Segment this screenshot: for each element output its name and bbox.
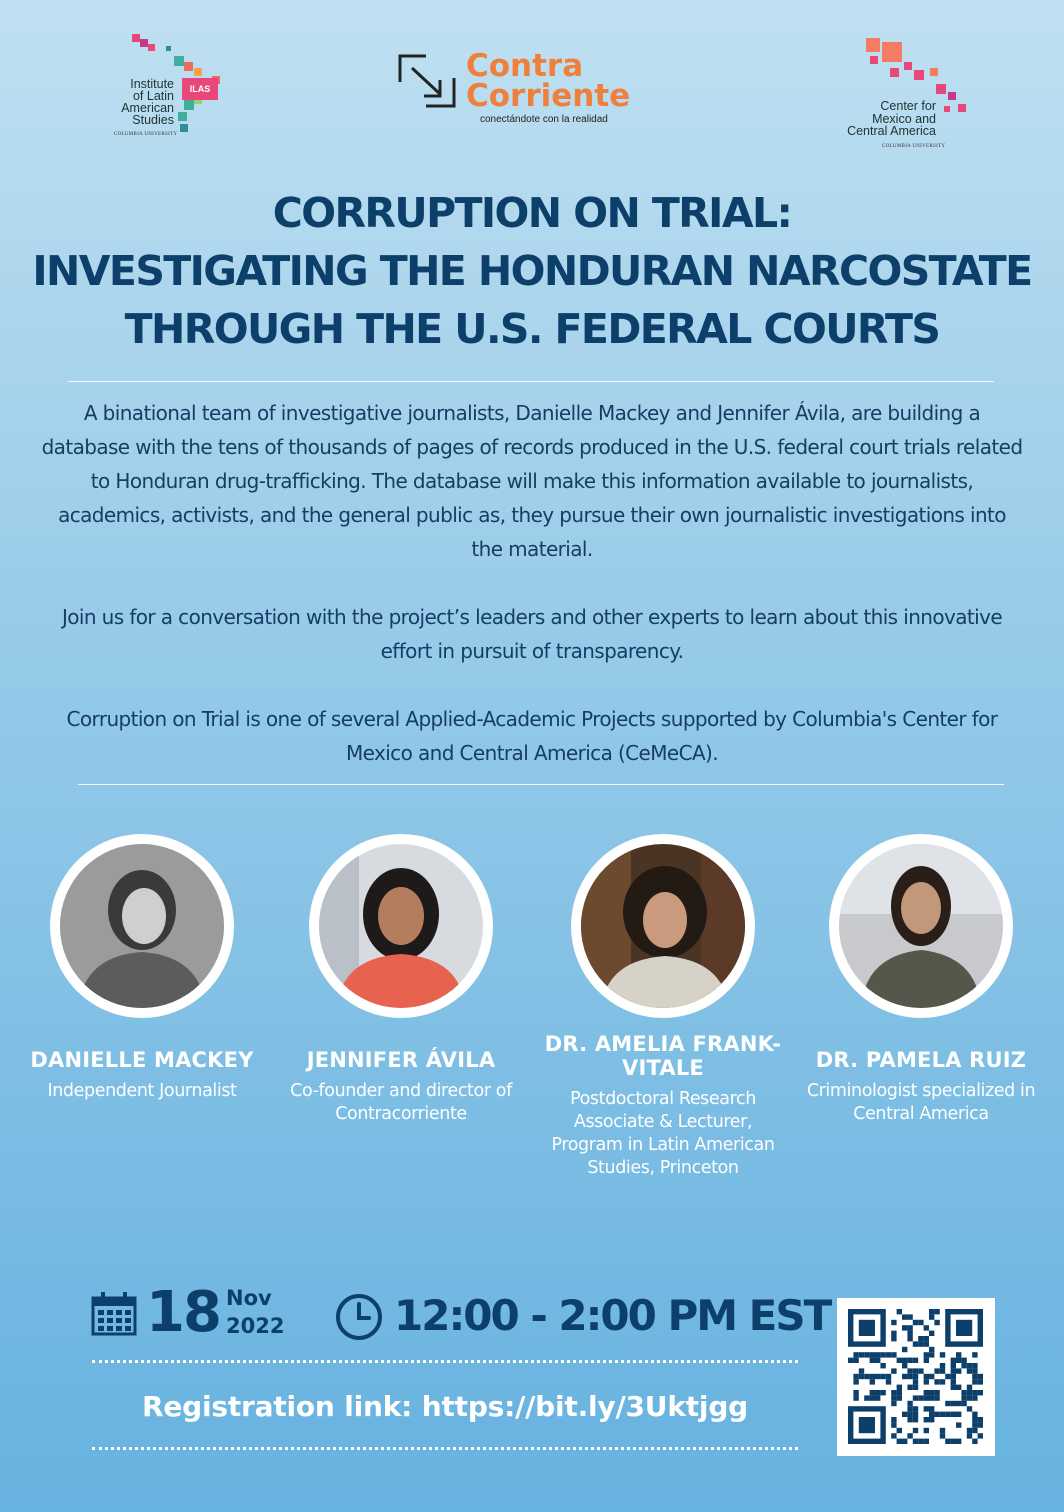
contracorriente-word-1: Contra	[466, 48, 584, 84]
avatar	[60, 844, 224, 1008]
event-time: 12:00 - 2:00 PM EST	[394, 1291, 831, 1340]
description-paragraph-3: Corruption on Trial is one of several Applied-Academic Projects supported by Columbia's Center for Mexico and Central America (CeMeCA).	[66, 707, 998, 765]
description-paragraph-2: Join us for a conversation with the project’s leaders and other experts to learn about this innovative effort in pursuit of transparency.	[61, 605, 1003, 663]
speaker-photo	[50, 834, 234, 1018]
avatar	[839, 844, 1003, 1008]
registration-link[interactable]: Registration link: https://bit.ly/3Uktjgg	[141, 1390, 749, 1423]
ilas-line: Studies	[132, 113, 174, 127]
cemeca-university: COLUMBIA UNIVERSITY	[882, 144, 946, 149]
avatar	[319, 844, 483, 1008]
speaker-name: JENNIFER ÁVILA	[306, 1048, 496, 1072]
cemeca-line: Central America	[847, 124, 936, 138]
ilas-university: COLUMBIA UNIVERSITY	[114, 132, 178, 137]
ilas-line: American	[121, 101, 174, 115]
title-line-1: CORRUPTION ON TRIAL:	[272, 189, 792, 237]
speaker-card	[17, 834, 267, 1103]
ilas-line: Institute	[130, 77, 174, 91]
speaker-role: Co-founder and director of Contracorriente	[290, 1081, 512, 1124]
qr-code-icon	[837, 1298, 995, 1456]
dotted-divider	[92, 1360, 798, 1363]
title-line-2: INVESTIGATING THE HONDURAN NARCOSTATE	[32, 247, 1032, 295]
speaker-card	[796, 834, 1046, 1126]
speaker-role: Postdoctoral Research Associate & Lecturer, Program in Latin American Studies, Princeton	[551, 1089, 775, 1178]
description-paragraph-1: A binational team of investigative journalists, Danielle Mackey and Jennifer Ávila, are building a database with the tens of thousands of pages of records produced in the U.S. federal court trials related to Honduran drug-trafficking. The database will make this information available to journalists, academics, activists, and the general public as, they pursue their own journalistic investigations into the material.	[41, 401, 1023, 561]
speaker-card	[538, 834, 788, 1180]
speaker-role: Criminologist specialized in Central America	[806, 1081, 1036, 1124]
ilas-name	[112, 78, 174, 126]
event-year: 2022	[226, 1314, 285, 1338]
qr-code[interactable]	[837, 1298, 995, 1456]
avatar	[581, 844, 745, 1008]
speaker-name: DR. AMELIA FRANK-VITALE	[544, 1032, 782, 1080]
event-month: Nov	[226, 1286, 272, 1310]
speaker-name: DANIELLE MACKEY	[30, 1048, 254, 1072]
title-line-3: THROUGH THE U.S. FEDERAL COURTS	[124, 305, 940, 353]
cemeca-line: Center for	[880, 99, 936, 113]
clock-icon	[334, 1292, 384, 1342]
contracorriente-tagline: conectándote con la realidad	[480, 114, 608, 125]
divider-top	[68, 381, 994, 382]
contracorriente-logo	[396, 50, 656, 130]
dotted-divider	[92, 1447, 798, 1450]
contracorriente-word-2: Corriente	[466, 78, 631, 114]
event-day: 18	[146, 1280, 220, 1345]
event-title	[0, 184, 1064, 358]
ilas-logo	[108, 34, 228, 144]
speaker-photo	[829, 834, 1013, 1018]
cemeca-logo	[840, 34, 980, 154]
speaker-photo	[309, 834, 493, 1018]
divider-bottom	[78, 784, 1004, 785]
speaker-card	[276, 834, 526, 1126]
speaker-photo	[571, 834, 755, 1018]
speaker-name: DR. PAMELA RUIZ	[815, 1048, 1027, 1072]
speaker-role: Independent Journalist	[47, 1081, 237, 1101]
ilas-line: of Latin	[132, 89, 174, 103]
calendar-icon	[91, 1292, 137, 1336]
ilas-badge: ILAS	[182, 78, 218, 100]
arrow-box-icon	[396, 52, 458, 110]
cemeca-name	[840, 100, 936, 138]
cemeca-line: Mexico and	[872, 111, 936, 126]
